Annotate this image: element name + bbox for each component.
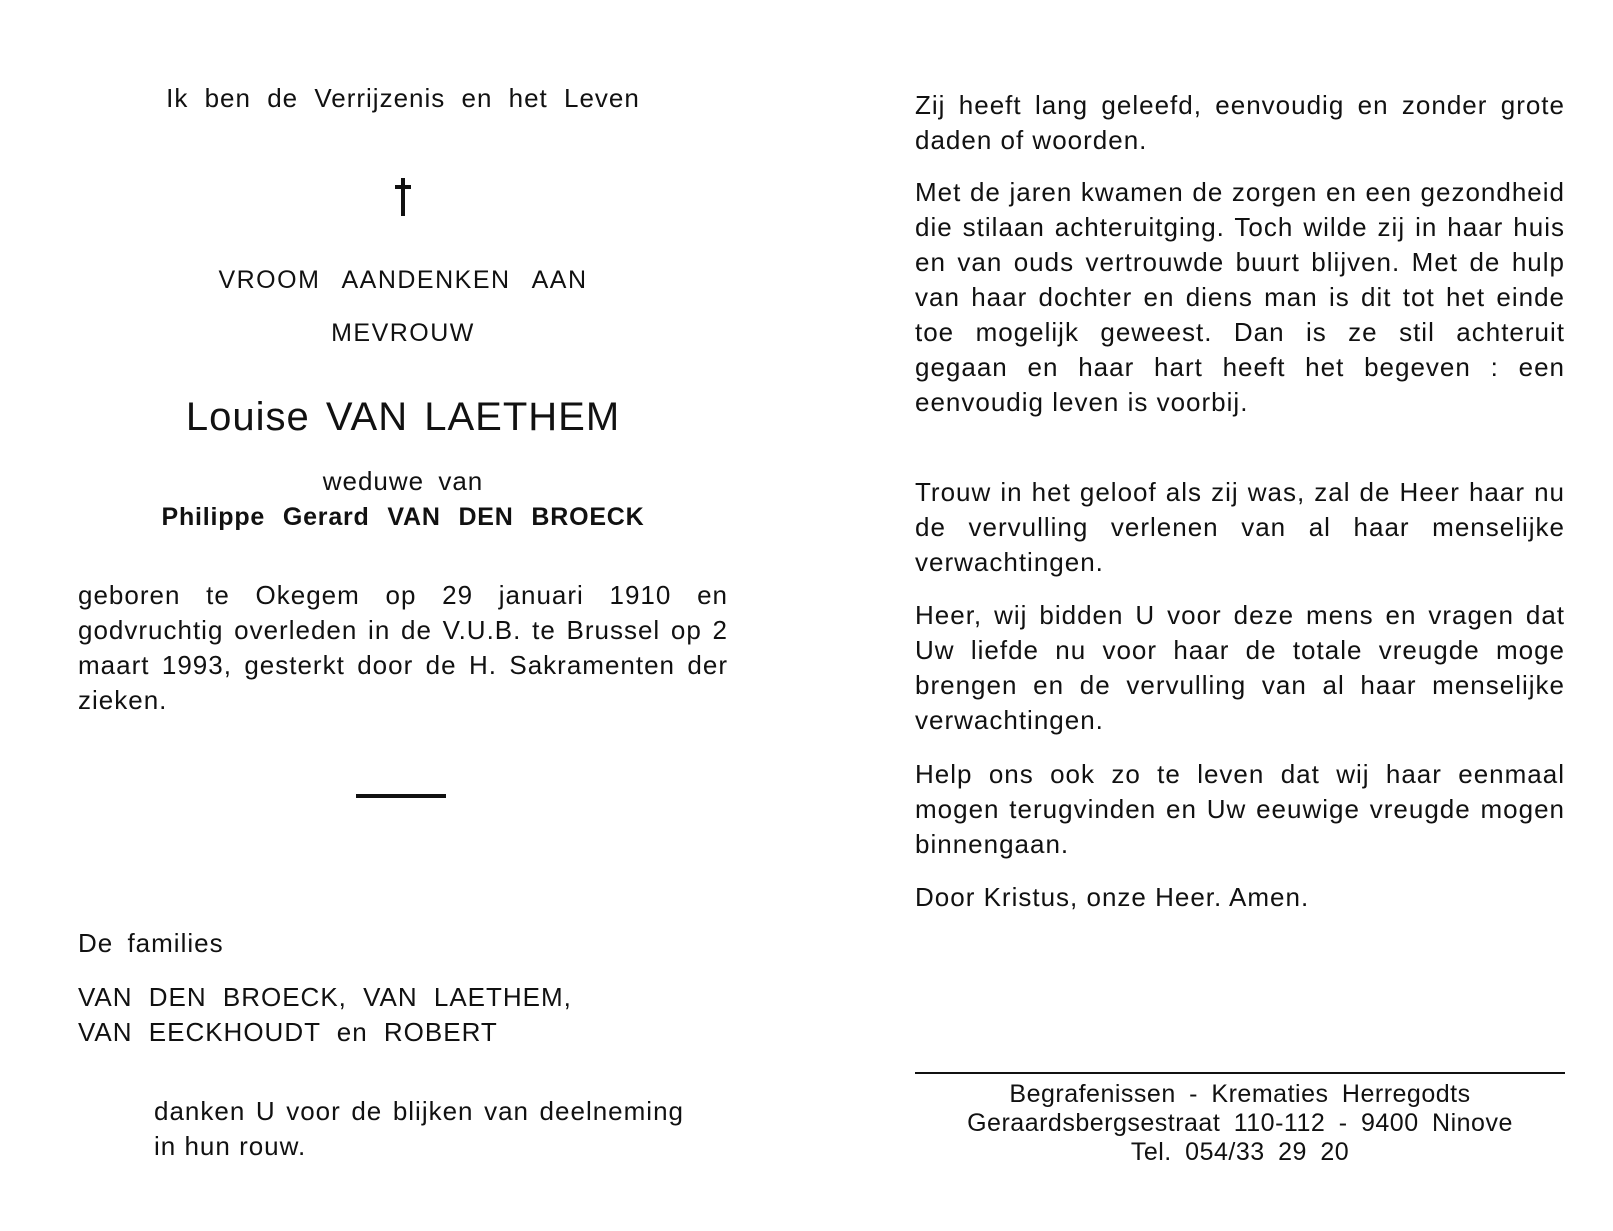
family-names-line: VAN DEN BROECK, VAN LAETHEM, [78, 982, 572, 1012]
closing-line: Door Kristus, onze Heer. Amen. [915, 882, 1310, 912]
deceased-name: Louise VAN LAETHEM [185, 395, 621, 439]
left-page [78, 0, 728, 1231]
family-names-line: VAN EECKHOUDT en ROBERT [78, 1017, 498, 1047]
prayer-paragraph: Heer, wij bidden U voor deze mens en vragen dat Uw liefde nu voor haar de totale vreugde moge brengen en de vervulling van al haar menselijke verwachtingen. [915, 600, 1565, 735]
prayer-paragraph: Help ons ook zo te leven dat wij haar eenmaal mogen terugvinden en Uw eeuwige vreugde mogen binnengaan. [915, 759, 1565, 859]
bible-verse: Ik ben de Verrijzenis en het Leven [166, 83, 640, 113]
funeral-home-address: Geraardsbergsestraat 110-112 - 9400 Ninove [967, 1109, 1513, 1137]
funeral-home-phone: Tel. 054/33 29 20 [1130, 1138, 1350, 1166]
prayer-paragraph: Met de jaren kwamen de zorgen en een gezondheid die stilaan achteruitging. Toch wilde zij in haar huis en van ouds vertrouwde buurt blijven. Met de hulp van haar dochter en diens man is dit tot het einde toe mogelijk geweest. Dan is ze stil achteruit gegaan en haar hart heeft het begeven : een eenvoudig leven is voorbij. [915, 177, 1565, 417]
honorific: MEVROUW [331, 319, 475, 347]
funeral-home-info [915, 1080, 1565, 1167]
prayer-paragraph: Zij heeft lang geleefd, eenvoudig en zonder grote daden of woorden. [915, 90, 1565, 155]
thanks-text: danken U voor de blijken van deelneming in hun rouw. [154, 1096, 684, 1161]
right-page [915, 0, 1565, 1231]
funeral-home-name: Begrafenissen - Krematies Herregodts [1009, 1080, 1471, 1108]
memorial-heading: VROOM AANDENKEN AAN [218, 266, 588, 294]
family-names [78, 980, 728, 1050]
prayer-paragraph: Trouw in het geloof als zij was, zal de Heer haar nu de vervulling verlenen van al haar menselijke verwachtingen. [915, 477, 1565, 577]
biography: geboren te Okegem op 29 januari 1910 en godvruchtig overleden in de V.U.B. te Brussel op 2 maart 1993, gesterkt door de H. Sakramenten der zieken. [78, 580, 728, 715]
widow-of-label: weduwe van [322, 466, 484, 496]
divider [356, 794, 446, 798]
husband-name: Philippe Gerard VAN DEN BROECK [161, 503, 645, 531]
cross-icon [78, 178, 728, 218]
footer-divider [915, 1072, 1565, 1074]
families-label: De families [78, 928, 224, 958]
